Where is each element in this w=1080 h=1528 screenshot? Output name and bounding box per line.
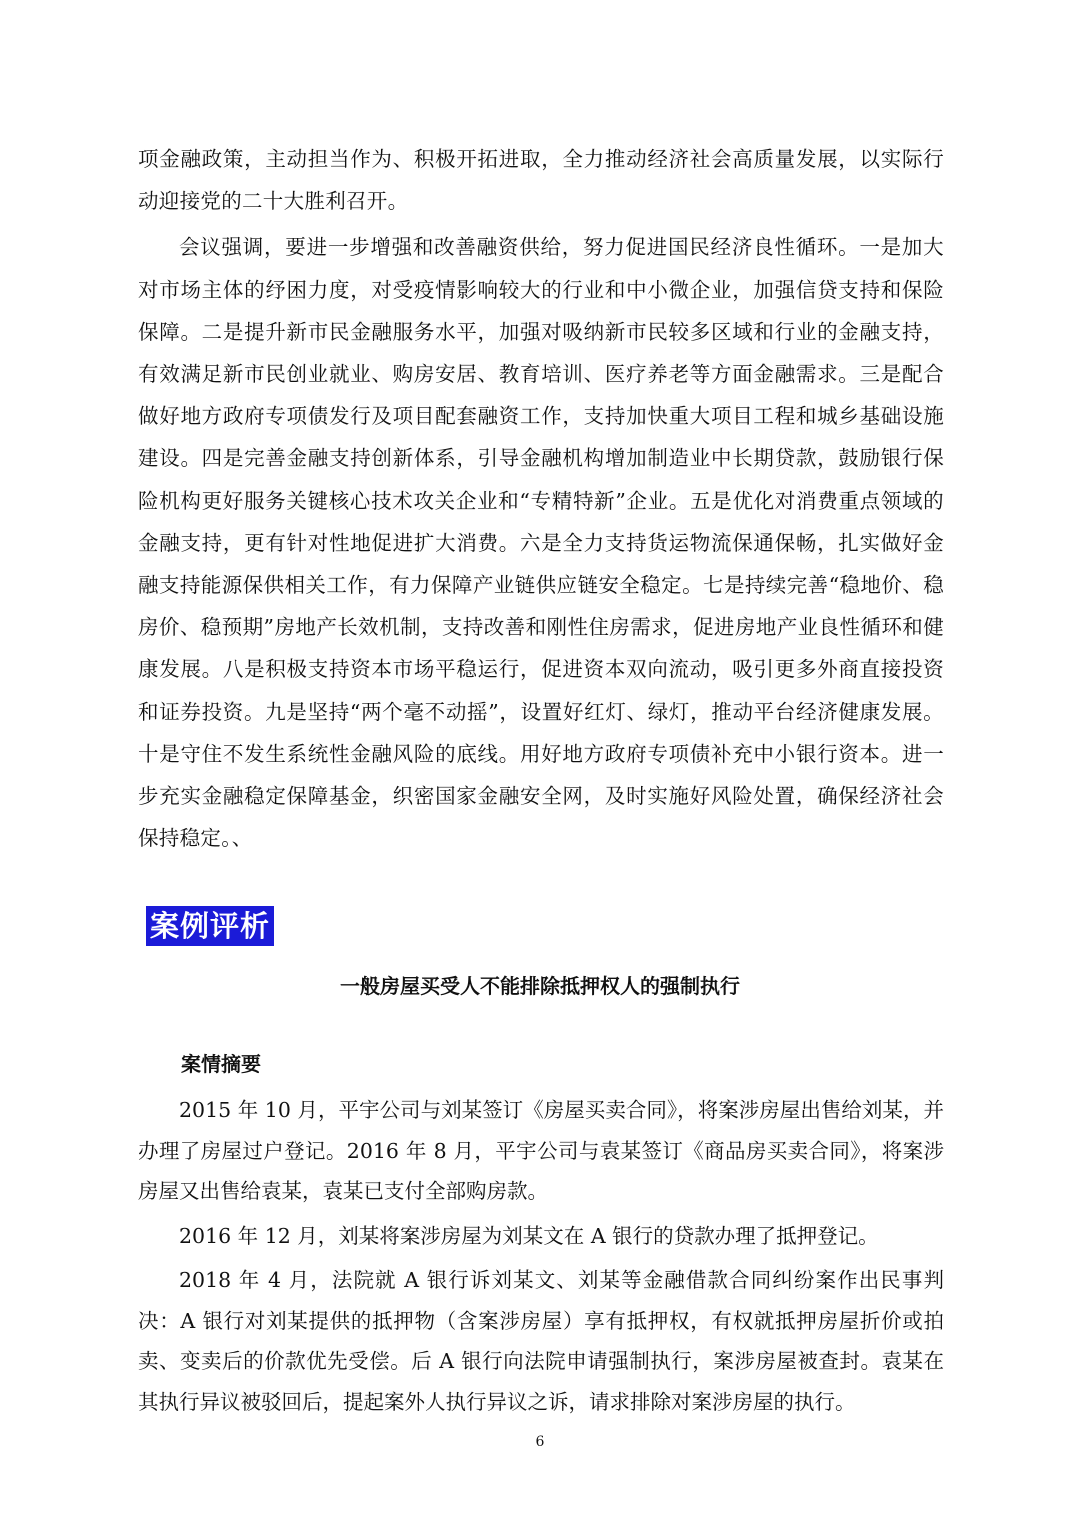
paragraph-continuation: 项金融政策，主动担当作为、积极开拓进取，全力推动经济社会高质量发展，以实际行动迎接党的二十大胜利召开。	[138, 147, 944, 214]
case-subheading: 案情摘要	[181, 1052, 261, 1076]
section-badge: 案例评析	[146, 906, 274, 946]
case-title: 一般房屋买受人不能排除抵押权人的强制执行	[340, 974, 740, 998]
case-paragraph: 2016 年 12 月，刘某将案涉房屋为刘某文在 A 银行的贷款办理了抵押登记。	[179, 1223, 879, 1248]
body-text-top	[138, 138, 944, 859]
page-number: 6	[535, 1434, 545, 1450]
case-paragraph: 2018 年 4 月，法院就 A 银行诉刘某文、刘某等金融借款合同纠纷案作出民事判决：A 银行对刘某提供的抵押物（含案涉房屋）享有抵押权，有权就抵押房屋折价或拍卖、变卖后的价款优先受偿。后 A 银行向法院申请强制执行，案涉房屋被查封。袁某在其执行异议被驳回后，提起案外人执行异议之诉，请求排除对案涉房屋的执行。	[138, 1268, 944, 1414]
case-body	[138, 1090, 944, 1426]
paragraph-meeting-emphasis: 会议强调，要进一步增强和改善融资供给，努力促进国民经济良性循环。一是加大对市场主体的纾困力度，对受疫情影响较大的行业和中小微企业，加强信贷支持和保险保障。二是提升新市民金融服务水平，加强对吸纳新市民较多区域和行业的金融支持，有效满足新市民创业就业、购房安居、教育培训、医疗养老等方面金融需求。三是配合做好地方政府专项债发行及项目配套融资工作，支持加快重大项目工程和城乡基础设施建设。四是完善金融支持创新体系，引导金融机构增加制造业中长期贷款，鼓励银行保险机构更好服务关键核心技术攻关企业和“专精特新”企业。五是优化对消费重点领域的金融支持，更有针对性地促进扩大消费。六是全力支持货运物流保通保畅，扎实做好金融支持能源保供相关工作，有力保障产业链供应链安全稳定。七是持续完善“稳地价、稳房价、稳预期”房地产长效机制，支持改善和刚性住房需求，促进房地产业良性循环和健康发展。八是积极支持资本市场平稳运行，促进资本双向流动，吸引更多外商直接投资和证券投资。九是坚持“两个毫不动摇”，设置好红灯、绿灯，推动平台经济健康发展。十是守住不发生系统性金融风险的底线。用好地方政府专项债补充中小银行资本。进一步充实金融稳定保障基金，织密国家金融安全网，及时实施好风险处置，确保经济社会保持稳定。、	[138, 235, 944, 851]
case-paragraph: 2015 年 10 月，平宇公司与刘某签订《房屋买卖合同》，将案涉房屋出售给刘某，并办理了房屋过户登记。2016 年 8 月，平宇公司与袁某签订《商品房买卖合同》，将案涉房屋又出售给袁某，袁某已支付全部购房款。	[138, 1098, 944, 1203]
